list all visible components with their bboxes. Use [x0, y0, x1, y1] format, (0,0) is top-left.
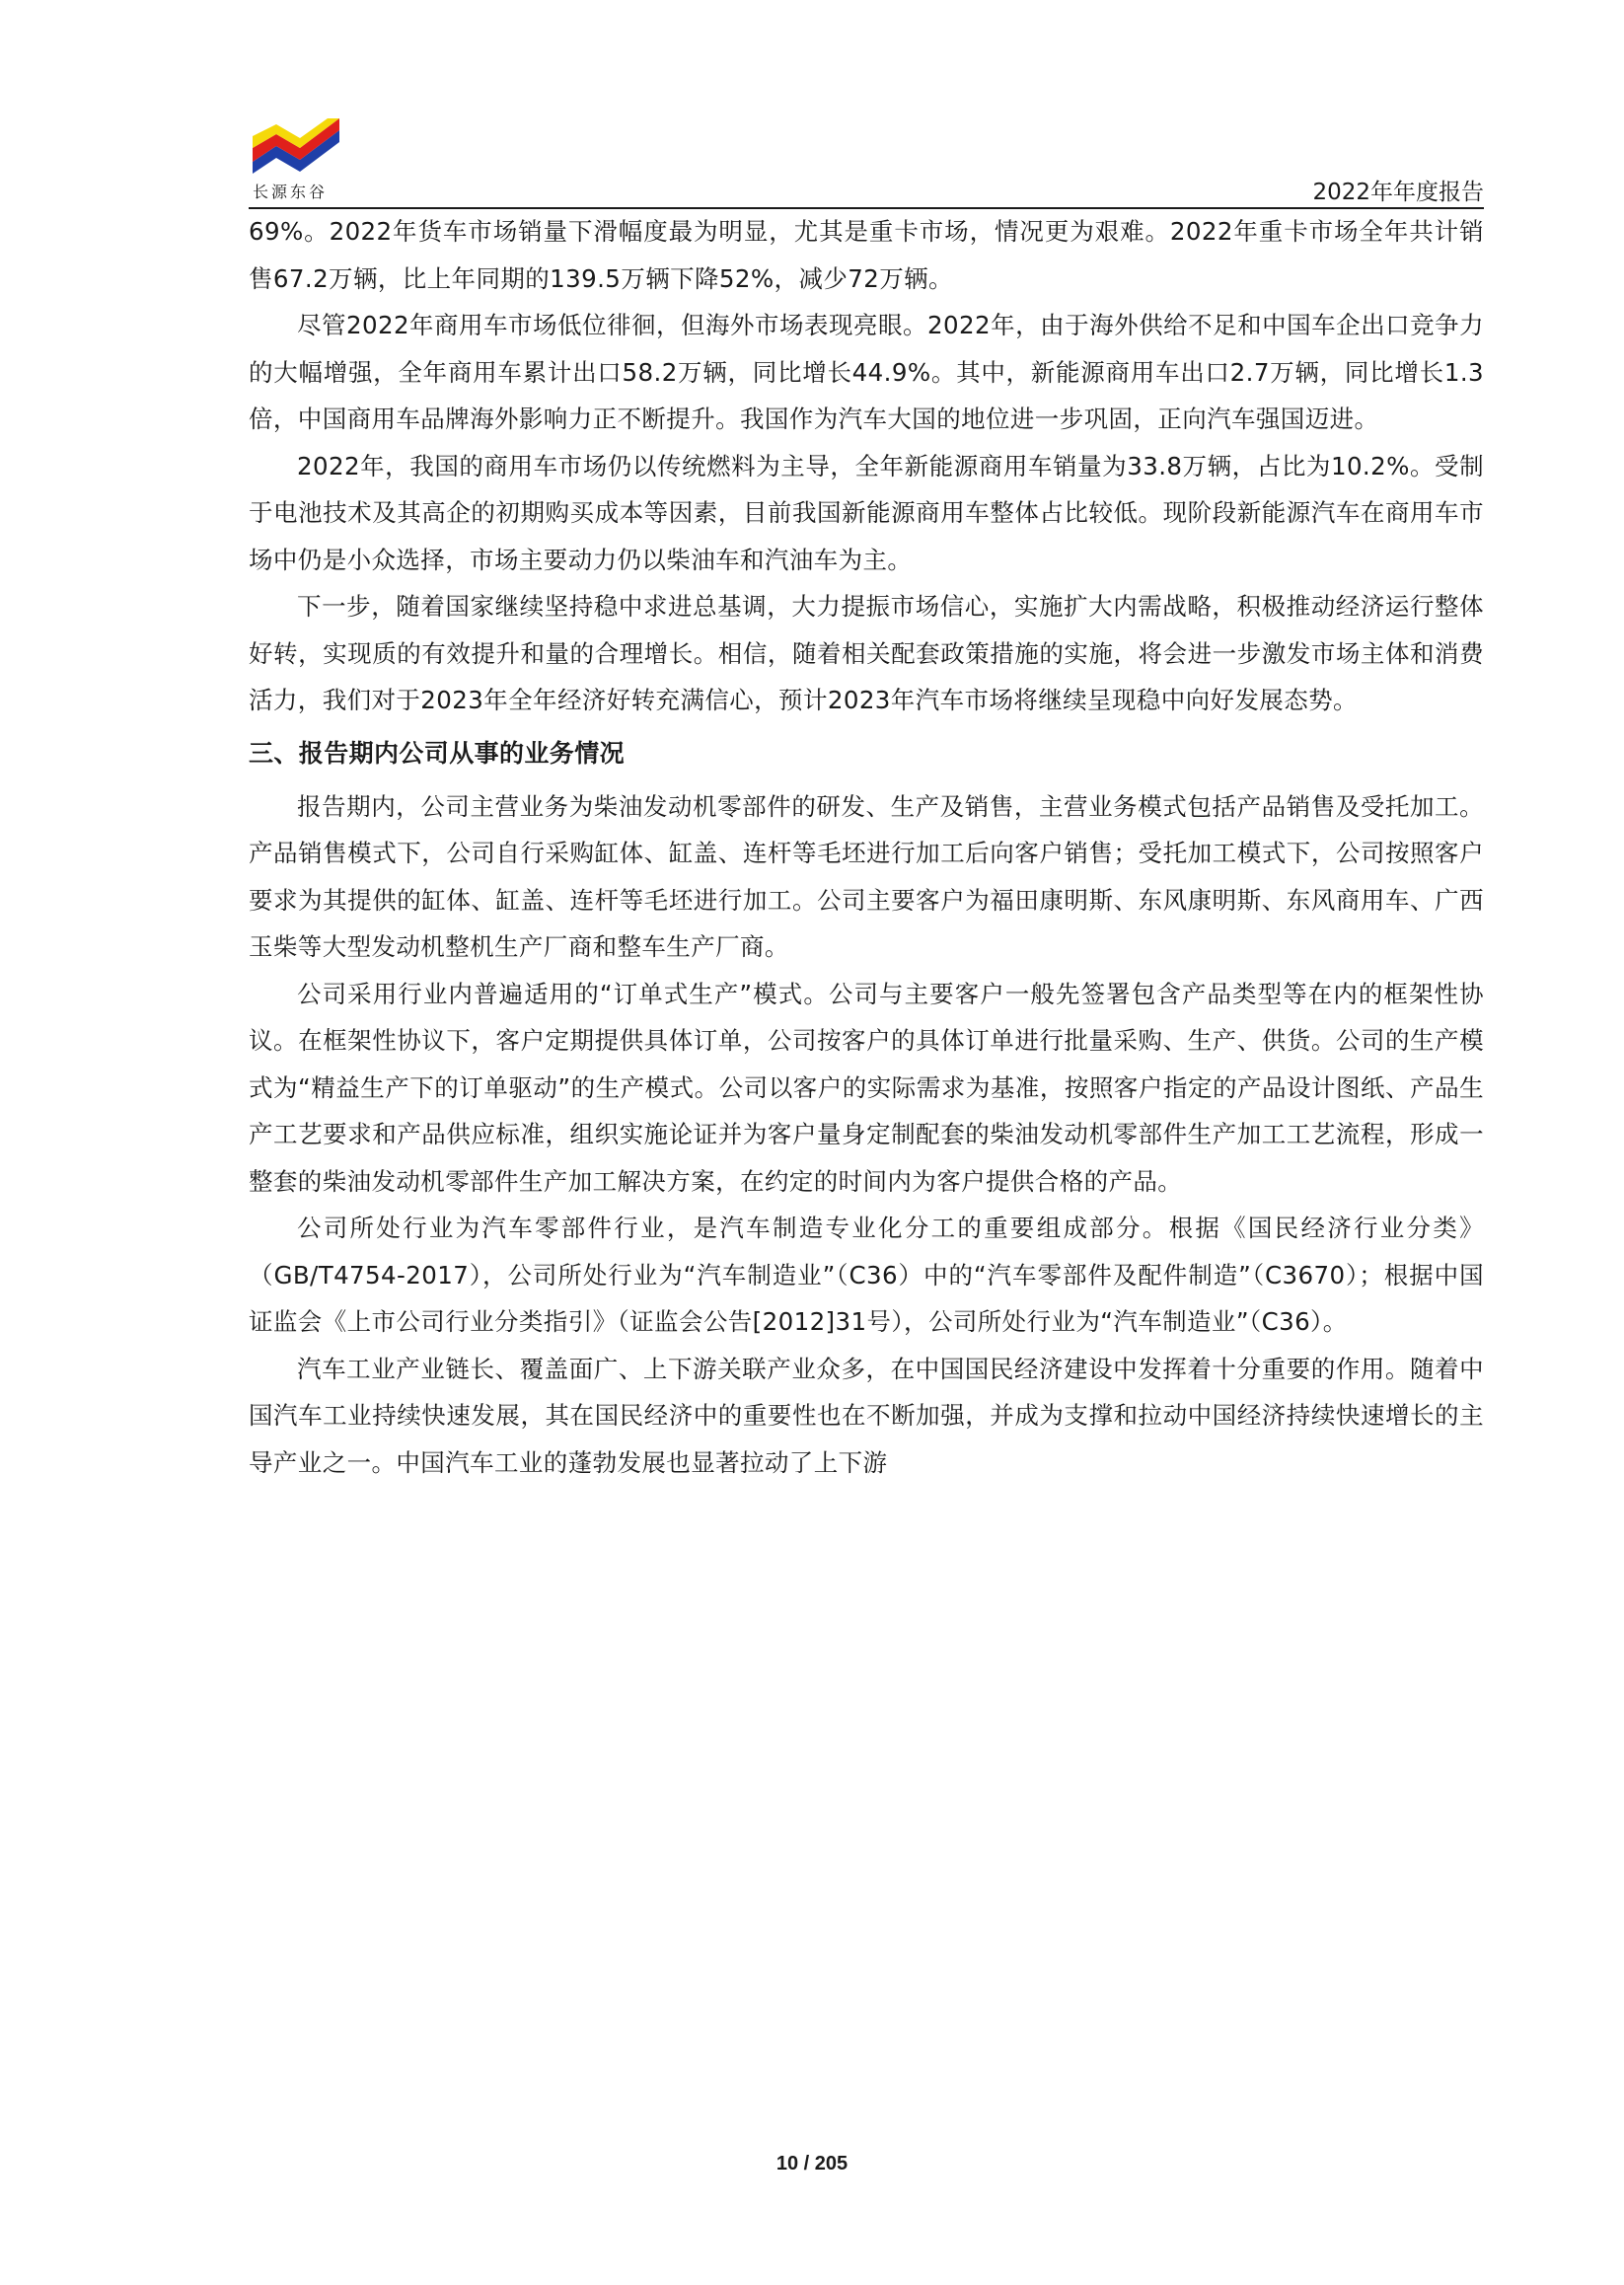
paragraph-1: 69%。2022年货车市场销量下滑幅度最为明显，尤其是重卡市场，情况更为艰难。2022年重卡市场全年共计销售67.2万辆，比上年同期的139.5万辆下降52%，减少72万辆。 — [249, 217, 1484, 293]
paragraph-5: 报告期内，公司主营业务为柴油发动机零部件的研发、生产及销售，主营业务模式包括产品销售及受托加工。产品销售模式下，公司自行采购缸体、缸盖、连杆等毛坯进行加工后向客户销售；受托加工模式下，公司按照客户要求为其提供的缸体、缸盖、连杆等毛坯进行加工。公司主要客户为福田康明斯、东风康明斯、东风商用车、广西玉柴等大型发动机整机生产厂商和整车生产厂商。 — [249, 791, 1484, 961]
logo-text: 长源东谷 — [253, 183, 329, 201]
paragraph-6: 公司采用行业内普遍适用的“订单式生产”模式。公司与主要客户一般先签署包含产品类型等在内的框架性协议。在框架性协议下，客户定期提供具体订单，公司按客户的具体订单进行批量采购、生产、供货。公司的生产模式为“精益生产下的订单驱动”的生产模式。公司以客户的实际需求为基准，按照客户指定的产品设计图纸、产品生产工艺要求和产品供应标准，组织实施论证并为客户量身定制配套的柴油发动机零部件生产加工工艺流程，形成一整套的柴油发动机零部件生产加工解决方案，在约定的时间内为客户提供合格的产品。 — [249, 979, 1484, 1196]
section-heading: 三、报告期内公司从事的业务情况 — [249, 738, 626, 768]
report-title: 2022年年度报告 — [1312, 180, 1484, 205]
paragraph-4: 下一步，随着国家继续坚持稳中求进总基调，大力提振市场信心，实施扩大内需战略，积极推动经济运行整体好转，实现质的有效提升和量的合理增长。相信，随着相关配套政策措施的实施，将会进一步激发市场主体和消费活力，我们对于2023年全年经济好转充满信心，预计2023年汽车市场将继续呈现稳中向好发展态势。 — [249, 592, 1484, 714]
logo-emblem-icon — [251, 116, 341, 178]
paragraph-8: 汽车工业产业链长、覆盖面广、上下游关联产业众多，在中国国民经济建设中发挥着十分重要的作用。随着中国汽车工业持续快速发展，其在国民经济中的重要性也在不断加强，并成为支撑和拉动中国经济持续快速增长的主导产业之一。中国汽车工业的蓬勃发展也显著拉动了上下游 — [249, 1354, 1484, 1477]
paragraph-3: 2022年，我国的商用车市场仍以传统燃料为主导，全年新能源商用车销量为33.8万辆，占比为10.2%。受制于电池技术及其高企的初期购买成本等因素，目前我国新能源商用车整体占比较低。现阶段新能源汽车在商用车市场中仍是小众选择，市场主要动力仍以柴油车和汽油车为主。 — [249, 451, 1484, 574]
page-number: 10 / 205 — [775, 2153, 849, 2174]
body-text — [249, 208, 1484, 1486]
paragraph-7: 公司所处行业为汽车零部件行业，是汽车制造专业化分工的重要组成部分。根据《国民经济行业分类》（GB/T4754-2017），公司所处行业为“汽车制造业”（C36）中的“汽车零部件及配件制造”（C3670）；根据中国证监会《上市公司行业分类指引》（证监会公告[2012]31号），公司所处行业为“汽车制造业”（C36）。 — [249, 1214, 1484, 1336]
paragraph-2: 尽管2022年商用车市场低位徘徊，但海外市场表现亮眼。2022年，由于海外供给不足和中国车企出口竞争力的大幅增强，全年商用车累计出口58.2万辆，同比增长44.9%。其中，新能源商用车出口2.7万辆，同比增长1.3倍，中国商用车品牌海外影响力正不断提升。我国作为汽车大国的地位进一步巩固，正向汽车强国迈进。 — [249, 311, 1484, 433]
company-logo — [251, 116, 341, 201]
